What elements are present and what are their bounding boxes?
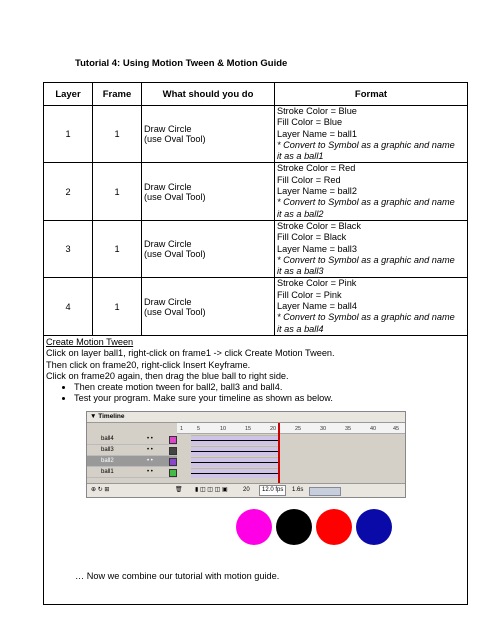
table-row <box>44 278 468 335</box>
format-note: * Convert to Symbol as a graphic and name <box>277 312 455 323</box>
layer-row[interactable] <box>87 456 177 467</box>
page-title: Tutorial 4: Using Motion Tween & Motion Guide <box>75 58 288 69</box>
header-layer: Layer <box>44 83 93 106</box>
layer-name: ball3 <box>101 446 114 453</box>
ball-red <box>316 509 352 545</box>
layer-name: ball2 <box>101 457 114 464</box>
timeline-panel <box>86 411 406 498</box>
format-note: it as a ball4 <box>277 323 324 334</box>
instruction-line: Click on frame20 again, then drag the blue ball to right side. <box>46 370 289 381</box>
what-line: (use Oval Tool) <box>144 306 206 317</box>
tween-arrow <box>191 473 279 474</box>
current-frame: 20 <box>243 486 250 493</box>
layer-row[interactable] <box>87 445 177 456</box>
playhead[interactable] <box>278 423 280 484</box>
closing-text: … Now we combine our tutorial with motion guide. <box>75 571 280 581</box>
layer-visibility-dots[interactable]: • • <box>147 446 153 453</box>
onion-skin-icon[interactable]: ▮ ◫ ◫ ◫ ▣ <box>195 486 228 493</box>
cell-format <box>275 106 468 163</box>
format-line: Layer Name = ball4 <box>277 301 357 312</box>
tick-label: 10 <box>220 425 227 432</box>
format-line: Stroke Color = Blue <box>277 106 357 116</box>
delete-layer-icon[interactable]: 🗑 <box>175 486 183 493</box>
frame-rate: 12.0 fps <box>259 485 286 496</box>
cell-frame: 1 <box>93 106 142 163</box>
tween-arrow <box>191 462 279 463</box>
format-line: Layer Name = ball2 <box>277 186 357 197</box>
format-note: it as a ball2 <box>277 208 324 219</box>
add-layer-icon[interactable]: ⊕ ↻ ⊞ <box>91 486 110 493</box>
layer-color-swatch[interactable] <box>169 447 177 455</box>
layer-color-swatch[interactable] <box>169 458 177 466</box>
what-line: Draw Circle <box>144 124 192 135</box>
cell-frame: 1 <box>93 220 142 277</box>
cell-what <box>142 278 275 335</box>
tick-label: 35 <box>345 425 352 432</box>
instruction-bullets <box>46 382 465 405</box>
format-note: it as a ball1 <box>277 151 324 162</box>
layer-visibility-dots[interactable]: • • <box>147 468 153 475</box>
layer-name: ball4 <box>101 435 114 442</box>
table-row <box>44 220 468 277</box>
layer-visibility-dots[interactable]: • • <box>147 457 153 464</box>
instructions-row <box>44 335 468 604</box>
tick-label: 25 <box>295 425 302 432</box>
tween-arrow <box>191 440 279 441</box>
format-note: * Convert to Symbol as a graphic and name <box>277 197 455 208</box>
frame-ruler[interactable] <box>177 423 405 434</box>
tween-arrow <box>191 451 279 452</box>
stage-preview <box>46 502 465 552</box>
cell-format <box>275 278 468 335</box>
what-line: (use Oval Tool) <box>144 249 206 260</box>
cell-format <box>275 220 468 277</box>
tick-label: 45 <box>393 425 400 432</box>
tick-label: 15 <box>245 425 252 432</box>
instruction-line: Then click on frame20, right-click Insert Keyframe. <box>46 359 251 370</box>
timeline-header[interactable]: ▼ Timeline <box>87 412 405 423</box>
timeline-label: Timeline <box>98 412 125 420</box>
format-line: Fill Color = Pink <box>277 289 342 300</box>
what-line: (use Oval Tool) <box>144 134 206 145</box>
timeline-scrollbar[interactable] <box>309 487 341 496</box>
layer-name: ball1 <box>101 468 114 475</box>
header-what: What should you do <box>142 83 275 106</box>
what-line: Draw Circle <box>144 181 192 192</box>
layer-row[interactable] <box>87 467 177 478</box>
format-line: Layer Name = ball1 <box>277 128 357 139</box>
format-line: Layer Name = ball3 <box>277 243 357 254</box>
format-line: Stroke Color = Pink <box>277 278 357 289</box>
tick-label: 40 <box>370 425 377 432</box>
instructions-heading: Create Motion Tween <box>46 336 134 347</box>
layer-color-swatch[interactable] <box>169 436 177 444</box>
cell-layer: 4 <box>44 278 93 335</box>
format-note: * Convert to Symbol as a graphic and name <box>277 139 455 150</box>
format-line: Fill Color = Blue <box>277 117 343 128</box>
instruction-line: Click on layer ball1, right-click on frame1 -> click Create Motion Tween. <box>46 348 335 359</box>
layer-color-swatch[interactable] <box>169 469 177 477</box>
tween-span[interactable] <box>191 435 279 445</box>
cell-frame: 1 <box>93 278 142 335</box>
tutorial-table <box>43 82 468 605</box>
tick-label: 20 <box>270 425 277 432</box>
cell-format <box>275 163 468 220</box>
format-note: * Convert to Symbol as a graphic and name <box>277 254 455 265</box>
format-line: Fill Color = Black <box>277 232 347 243</box>
timeline-footer <box>87 483 405 497</box>
cell-what <box>142 220 275 277</box>
table-header-row <box>44 83 468 106</box>
tween-span[interactable] <box>191 457 279 467</box>
format-line: Stroke Color = Black <box>277 220 361 231</box>
cell-layer: 1 <box>44 106 93 163</box>
what-line: Draw Circle <box>144 296 192 307</box>
format-note: it as a ball3 <box>277 266 324 277</box>
instructions-cell <box>44 335 468 604</box>
cell-layer: 2 <box>44 163 93 220</box>
format-line: Stroke Color = Red <box>277 163 356 174</box>
what-line: (use Oval Tool) <box>144 191 206 202</box>
cell-layer: 3 <box>44 220 93 277</box>
layer-row[interactable] <box>87 434 177 445</box>
cell-what <box>142 106 275 163</box>
cell-what <box>142 163 275 220</box>
ball-black <box>276 509 312 545</box>
header-frame: Frame <box>93 83 142 106</box>
header-format: Format <box>275 83 468 106</box>
ball-pink <box>236 509 272 545</box>
tween-span[interactable] <box>191 468 279 478</box>
elapsed-time: 1.6s <box>292 486 304 493</box>
table-row <box>44 163 468 220</box>
tick-label: 1 <box>180 425 184 432</box>
tick-label: 5 <box>197 425 201 432</box>
ball-blue <box>356 509 392 545</box>
table-row <box>44 106 468 163</box>
cell-frame: 1 <box>93 163 142 220</box>
format-line: Fill Color = Red <box>277 174 341 185</box>
instruction-bullet: • Then create motion tween for ball2, ball3 and ball4. <box>74 382 465 393</box>
instruction-bullet: • Test your program. Make sure your timeline as shown as below. <box>74 393 465 404</box>
what-line: Draw Circle <box>144 239 192 250</box>
tween-span[interactable] <box>191 446 279 456</box>
tick-label: 30 <box>320 425 327 432</box>
layer-visibility-dots[interactable]: • • <box>147 435 153 442</box>
